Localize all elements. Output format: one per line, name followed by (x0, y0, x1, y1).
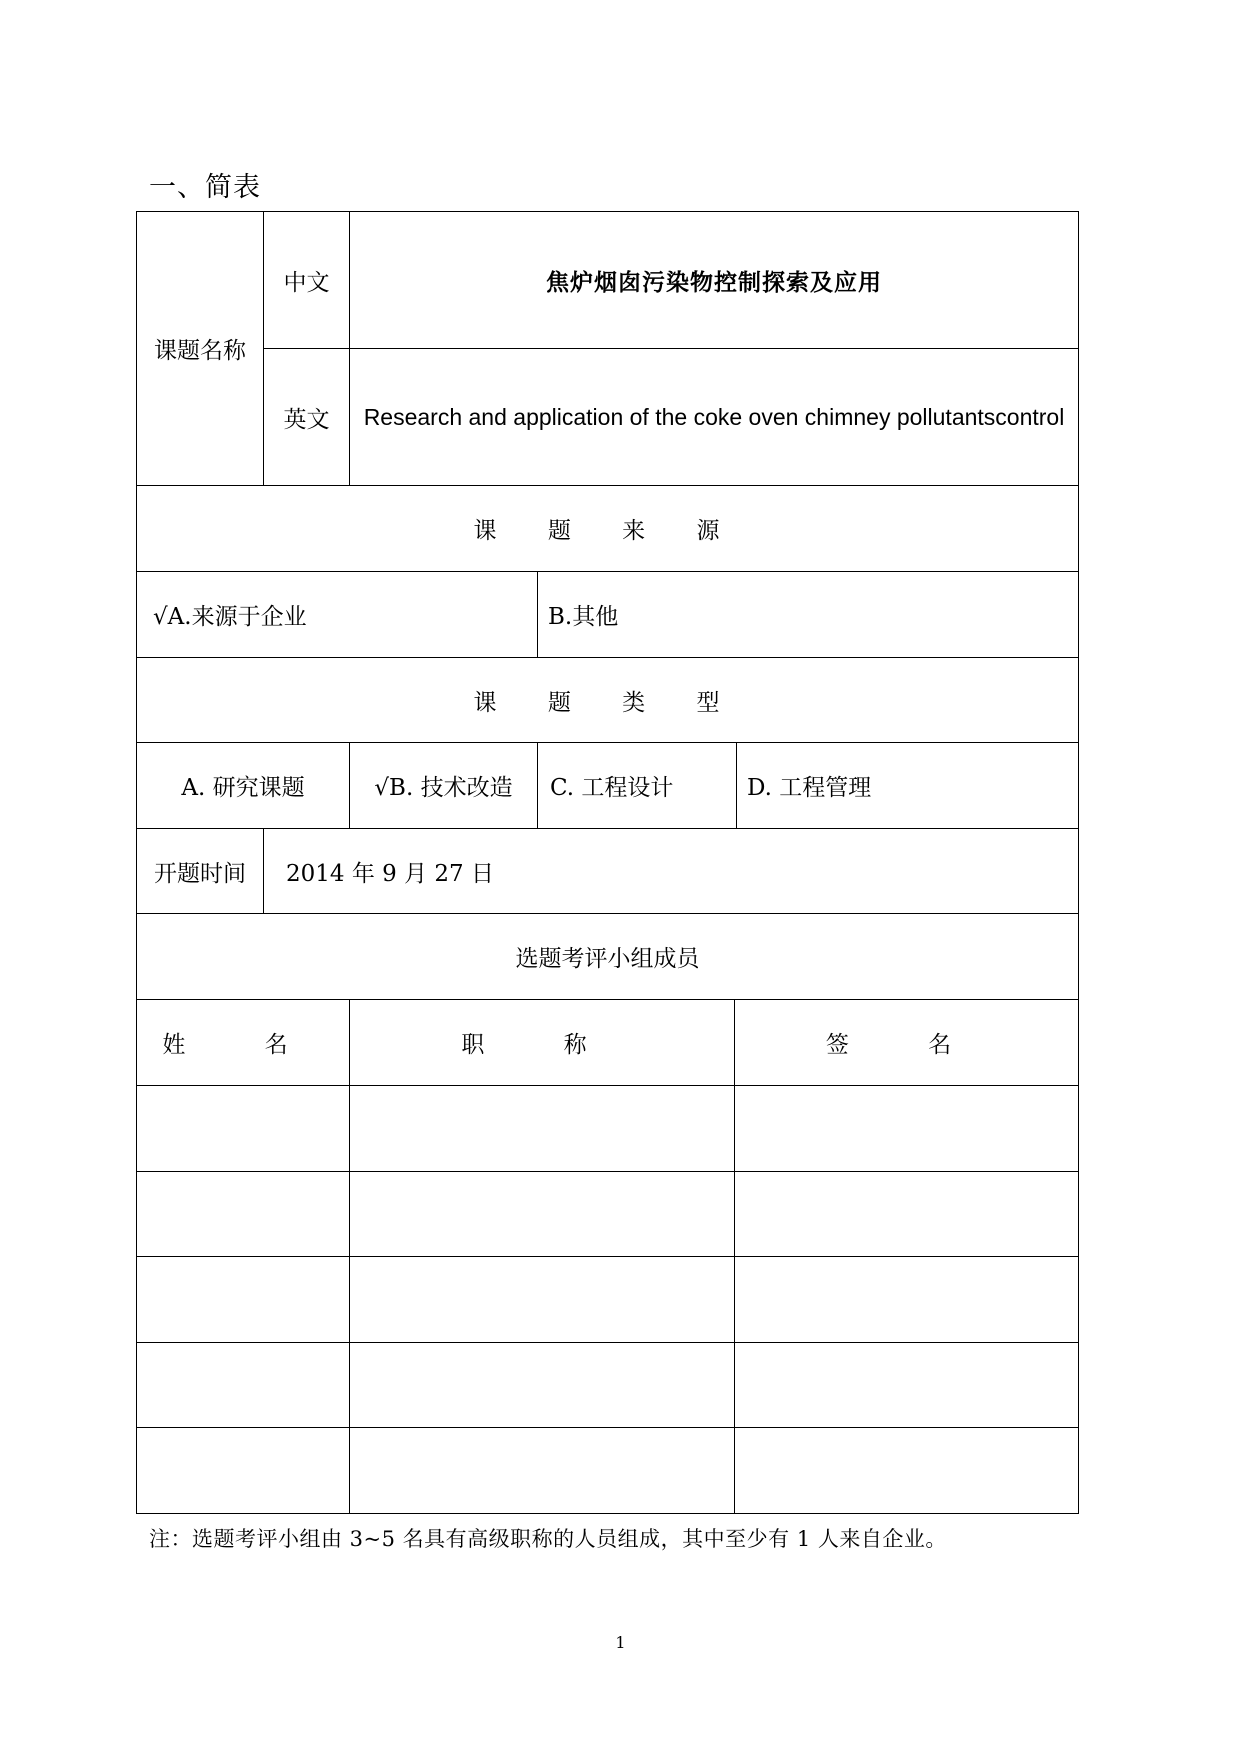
member-title-cell[interactable] (350, 1257, 735, 1343)
type-option-c: C. 工程设计 (538, 743, 737, 829)
member-signature-cell[interactable] (735, 1172, 1079, 1257)
member-signature-cell[interactable] (735, 1428, 1079, 1514)
member-row (137, 1428, 1079, 1514)
section-heading: 一、简表 (149, 172, 261, 203)
topic-cn-row (137, 212, 1079, 349)
member-title-cell[interactable] (350, 1172, 735, 1257)
source-options-row (137, 572, 1079, 658)
page-number: 1 (615, 1633, 626, 1652)
start-time-value: 2014 年 9 月 27 日 (264, 829, 1079, 914)
summary-form-table (136, 211, 1079, 1514)
en-label: 英文 (264, 349, 350, 486)
member-title-cell[interactable] (350, 1086, 735, 1172)
member-row (137, 1343, 1079, 1428)
source-header-row (137, 486, 1079, 572)
member-title-cell[interactable] (350, 1428, 735, 1514)
type-option-d: D. 工程管理 (737, 743, 1079, 829)
member-row (137, 1086, 1079, 1172)
start-time-row (137, 829, 1079, 914)
type-header-row (137, 658, 1079, 743)
member-name-cell[interactable] (137, 1257, 350, 1343)
member-name-cell[interactable] (137, 1172, 350, 1257)
member-title-cell[interactable] (350, 1343, 735, 1428)
member-name-cell[interactable] (137, 1086, 350, 1172)
topic-en-row (137, 349, 1079, 486)
source-option-b: B.其他 (538, 572, 1079, 658)
member-name-cell[interactable] (137, 1428, 350, 1514)
type-options-row (137, 743, 1079, 829)
member-name-cell[interactable] (137, 1343, 350, 1428)
member-signature-cell[interactable] (735, 1343, 1079, 1428)
source-option-a: √A.来源于企业 (137, 572, 538, 658)
member-signature-cell[interactable] (735, 1086, 1079, 1172)
cn-title: 焦炉烟囱污染物控制探索及应用 (350, 212, 1079, 349)
member-row (137, 1172, 1079, 1257)
panel-columns-row (137, 1000, 1079, 1086)
type-option-b: √B. 技术改造 (350, 743, 538, 829)
member-signature-cell[interactable] (735, 1257, 1079, 1343)
column-title: 职 称 (350, 1000, 735, 1086)
footnote: 注：选题考评小组由 3~5 名具有高级职称的人员组成，其中至少有 1 人来自企业。 (149, 1527, 947, 1551)
column-name: 姓 名 (137, 1000, 350, 1086)
panel-header: 选题考评小组成员 (137, 914, 1079, 1000)
start-time-label: 开题时间 (137, 829, 264, 914)
type-option-a: A. 研究课题 (137, 743, 350, 829)
source-header: 课 题 来 源 (137, 486, 1079, 572)
member-row (137, 1257, 1079, 1343)
topic-name-label: 课题名称 (137, 212, 264, 486)
cn-label: 中文 (264, 212, 350, 349)
panel-header-row (137, 914, 1079, 1000)
en-title: Research and application of the coke oven chimney pollutantscontrol (350, 349, 1079, 486)
type-header: 课 题 类 型 (137, 658, 1079, 743)
column-signature: 签 名 (735, 1000, 1079, 1086)
